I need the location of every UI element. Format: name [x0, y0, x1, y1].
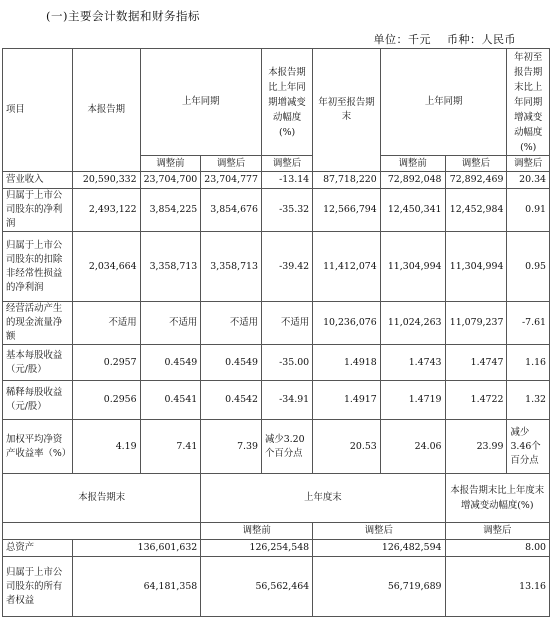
empty-cell [3, 523, 201, 540]
cell: 11,304,994 [380, 232, 445, 302]
cell: 0.4542 [201, 381, 262, 420]
cell: 1.4743 [380, 345, 445, 381]
header-yoy-change: 本报告期比上年同期增减变动幅度(%) [261, 49, 312, 156]
header-prior-year-ytd: 上年同期 [380, 49, 507, 156]
cell: 23,704,700 [140, 172, 201, 189]
cell: 1.4917 [313, 381, 381, 420]
cell: 7.41 [140, 420, 201, 474]
cell: 12,450,341 [380, 189, 445, 232]
cell: 3,358,713 [140, 232, 201, 302]
header-before-adj-2: 调整前 [201, 523, 313, 540]
table-row [3, 302, 550, 345]
row-label: 稀释每股收益（元/股） [3, 381, 73, 420]
header-before-adj: 调整前 [140, 156, 201, 172]
cell: 0.91 [507, 189, 550, 232]
cell: 72,892,469 [445, 172, 507, 189]
row-label: 总资产 [3, 540, 73, 557]
header-after-adj-change-2: 调整后 [445, 523, 549, 540]
cell: 10,236,076 [313, 302, 381, 345]
header-after-adj-ytd-change: 调整后 [507, 156, 550, 172]
cell: 24.06 [380, 420, 445, 474]
cell: 11,304,994 [445, 232, 507, 302]
row-label: 归属于上市公司股东的扣除非经常性损益的净利润 [3, 232, 73, 302]
cell: 56,562,464 [201, 557, 313, 617]
cell: 0.2956 [73, 381, 141, 420]
header-prior-year-end: 上年度末 [201, 474, 445, 523]
table-row [3, 381, 550, 420]
cell: 11,079,237 [445, 302, 507, 345]
cell: 12,452,984 [445, 189, 507, 232]
cell: 23,704,777 [201, 172, 262, 189]
table-row [3, 189, 550, 232]
header-prior-year: 上年同期 [140, 49, 261, 156]
header-before-adj-ytd: 调整前 [380, 156, 445, 172]
financial-data-table [2, 48, 550, 617]
cell: 3,854,676 [201, 189, 262, 232]
header-after-adj-2: 调整后 [313, 523, 445, 540]
cell: 0.4541 [140, 381, 201, 420]
cell: 136,601,632 [73, 540, 201, 557]
header-after-adj: 调整后 [201, 156, 262, 172]
cell: -34.91 [261, 381, 312, 420]
cell: -35.32 [261, 189, 312, 232]
cell: -35.00 [261, 345, 312, 381]
row-label: 归属于上市公司股东的净利润 [3, 189, 73, 232]
currency-label: 币种：人民币 [447, 33, 516, 46]
cell: 64,181,358 [73, 557, 201, 617]
cell: 72,892,048 [380, 172, 445, 189]
table-row [3, 540, 550, 557]
header-ytd-change: 年初至报告期末比上年同期增减变动幅度(%) [507, 49, 550, 156]
cell: 1.4722 [445, 381, 507, 420]
cell: 3,358,713 [201, 232, 262, 302]
cell: 不适用 [201, 302, 262, 345]
cell: 87,718,220 [313, 172, 381, 189]
cell: 0.95 [507, 232, 550, 302]
cell: 20,590,332 [73, 172, 141, 189]
row-label: 经营活动产生的现金流量净额 [3, 302, 73, 345]
cell: 4.19 [73, 420, 141, 474]
cell: 20.34 [507, 172, 550, 189]
unit-label: 单位：千元 [373, 33, 431, 46]
header-current-period: 本报告期 [73, 49, 141, 172]
cell: 0.4549 [201, 345, 262, 381]
header-period-end-change: 本报告期末比上年度末增减变动幅度(%) [445, 474, 549, 523]
cell: -7.61 [507, 302, 550, 345]
table-row [3, 420, 550, 474]
cell: 23.99 [445, 420, 507, 474]
header-period-end: 本报告期末 [3, 474, 201, 523]
row-label: 归属于上市公司股东的所有者权益 [3, 557, 73, 617]
header-after-adj-ytd: 调整后 [445, 156, 507, 172]
cell: 不适用 [73, 302, 141, 345]
cell: 3,854,225 [140, 189, 201, 232]
header-after-adj-change: 调整后 [261, 156, 312, 172]
cell: 11,412,074 [313, 232, 381, 302]
row-label: 加权平均净资产收益率（%） [3, 420, 73, 474]
cell: 56,719,689 [313, 557, 445, 617]
cell: 2,493,122 [73, 189, 141, 232]
cell: 7.39 [201, 420, 262, 474]
cell: 不适用 [140, 302, 201, 345]
table-row [3, 172, 550, 189]
cell: 126,482,594 [313, 540, 445, 557]
header-item: 项目 [3, 49, 73, 172]
cell: 减少3.20个百分点 [261, 420, 312, 474]
cell: 8.00 [445, 540, 549, 557]
cell: 1.4918 [313, 345, 381, 381]
cell: 减少3.46个百分点 [507, 420, 550, 474]
cell: 11,024,263 [380, 302, 445, 345]
cell: 126,254,548 [201, 540, 313, 557]
cell: -39.42 [261, 232, 312, 302]
row-label: 基本每股收益（元/股） [3, 345, 73, 381]
cell: 0.2957 [73, 345, 141, 381]
cell: 1.32 [507, 381, 550, 420]
cell: 不适用 [261, 302, 312, 345]
cell: 1.4747 [445, 345, 507, 381]
header-ytd: 年初至报告期末 [313, 49, 381, 172]
section-heading: (一)主要会计数据和财务指标 [46, 9, 200, 23]
cell: 1.4719 [380, 381, 445, 420]
row-label: 营业收入 [3, 172, 73, 189]
cell: 0.4549 [140, 345, 201, 381]
cell: 13.16 [445, 557, 549, 617]
cell: 1.16 [507, 345, 550, 381]
cell: 2,034,664 [73, 232, 141, 302]
unit-currency-line [362, 31, 517, 47]
table-row [3, 345, 550, 381]
cell: 20.53 [313, 420, 381, 474]
cell: 12,566,794 [313, 189, 381, 232]
cell: -13.14 [261, 172, 312, 189]
table-row [3, 232, 550, 302]
